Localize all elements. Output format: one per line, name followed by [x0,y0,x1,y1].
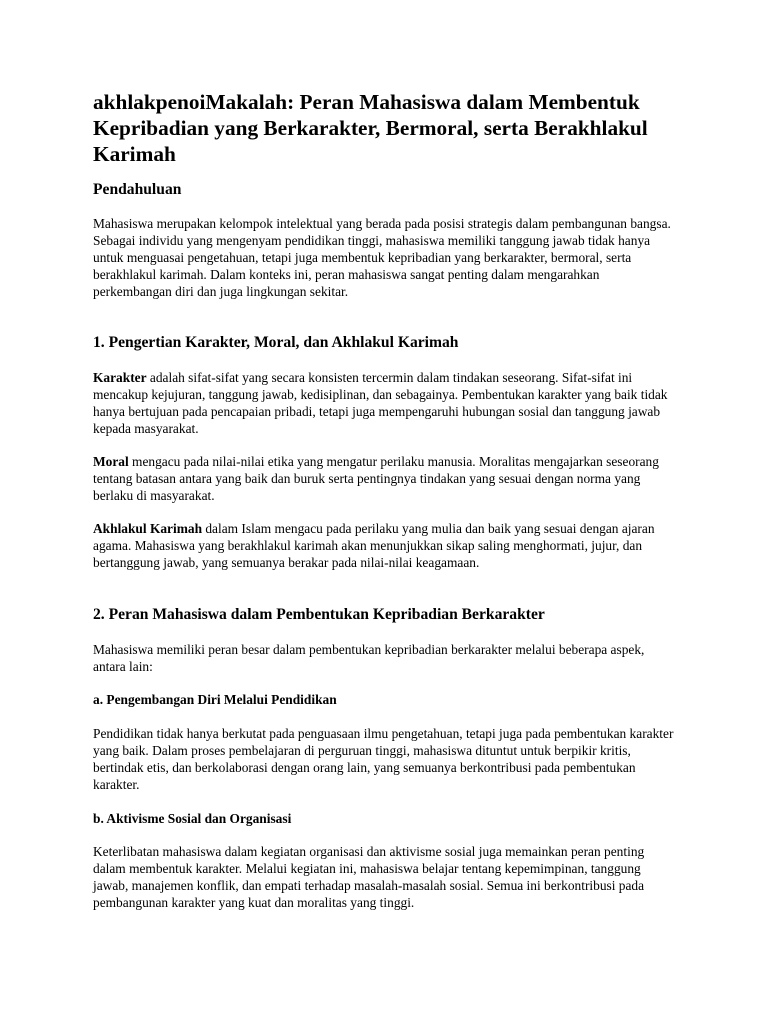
karakter-term: Karakter [93,370,147,385]
moral-term: Moral [93,454,129,469]
document-title: akhlakpenoiMakalah: Peran Mahasiswa dalam Membentuk Kepribadian yang Berkarakter, Bermoral, serta Berakhlakul Karimah [93,90,648,166]
subsection-a-paragraph: Pendidikan tidak hanya berkutat pada penguasaan ilmu pengetahuan, tetapi juga pada pembentukan karakter yang baik. Dalam proses pembelajaran di perguruan tinggi, mahasiswa dituntut untuk berpikir kritis, bertindak etis, dan berkolaborasi dengan orang lain, yang semuanya berkontribusi pada pembentukan karakter. [93,726,674,792]
section-2-heading: 2. Peran Mahasiswa dalam Pembentukan Kepribadian Berkarakter [93,606,545,623]
subsection-b-paragraph: Keterlibatan mahasiswa dalam kegiatan organisasi dan aktivisme sosial juga memainkan peran penting dalam membentuk karakter. Melalui kegiatan ini, mahasiswa belajar tentang kepemimpinan, tanggung jawab, manajemen konflik, dan empati terhadap masalah-masalah sosial. Semua ini berkontribusi pada pembangunan karakter yang kuat dan moralitas yang tinggi. [93,844,645,910]
subsection-b-heading: b. Aktivisme Sosial dan Organisasi [93,811,292,826]
moral-paragraph [93,454,678,505]
subsection-a-heading: a. Pengembangan Diri Melalui Pendidikan [93,692,337,707]
section-1-heading: 1. Pengertian Karakter, Moral, dan Akhlakul Karimah [93,334,459,351]
karakter-text: adalah sifat-sifat yang secara konsisten tercermin dalam tindakan seseorang. Sifat-sifat ini mencakup kejujuran, tanggung jawab, kedisiplinan, dan sebagainya. Pembentukan karakter yang baik tidak hanya bertujuan pada pencapaian pribadi, tetapi juga mempengaruhi hubungan sosial dan tanggung jawab kepada masyarakat. [93,370,668,436]
akhlak-text: dalam Islam mengacu pada perilaku yang mulia dan baik yang sesuai dengan ajaran agama. Mahasiswa yang berakhlakul karimah akan menunjukkan sikap saling menghormati, jujur, dan bertanggung jawab, yang semuanya berakar pada nilai-nilai keagamaan. [93,521,655,570]
intro-paragraph: Mahasiswa merupakan kelompok intelektual yang berada pada posisi strategis dalam pembangunan bangsa. Sebagai individu yang mengenyam pendidikan tinggi, mahasiswa memiliki tanggung jawab tidak hanya untuk menguasai pengetahuan, tetapi juga membentuk kepribadian yang berkarakter, bermoral, serta berakhlakul karimah. Dalam konteks ini, peran mahasiswa sangat penting dalam mengarahkan perkembangan diri dan juga lingkungan sekitar. [93,216,671,299]
section-2-paragraph: Mahasiswa memiliki peran besar dalam pembentukan kepribadian berkarakter melalui beberapa aspek, antara lain: [93,642,645,674]
akhlak-term: Akhlakul Karimah [93,521,203,536]
karakter-paragraph [93,370,678,438]
moral-text: mengacu pada nilai-nilai etika yang mengatur perilaku manusia. Moralitas mengajarkan seseorang tentang batasan antara yang baik dan buruk serta pentingnya tindakan yang sesuai dengan norma yang berlaku di masyarakat. [93,454,659,503]
akhlak-paragraph [93,521,678,572]
intro-heading: Pendahuluan [93,181,182,198]
